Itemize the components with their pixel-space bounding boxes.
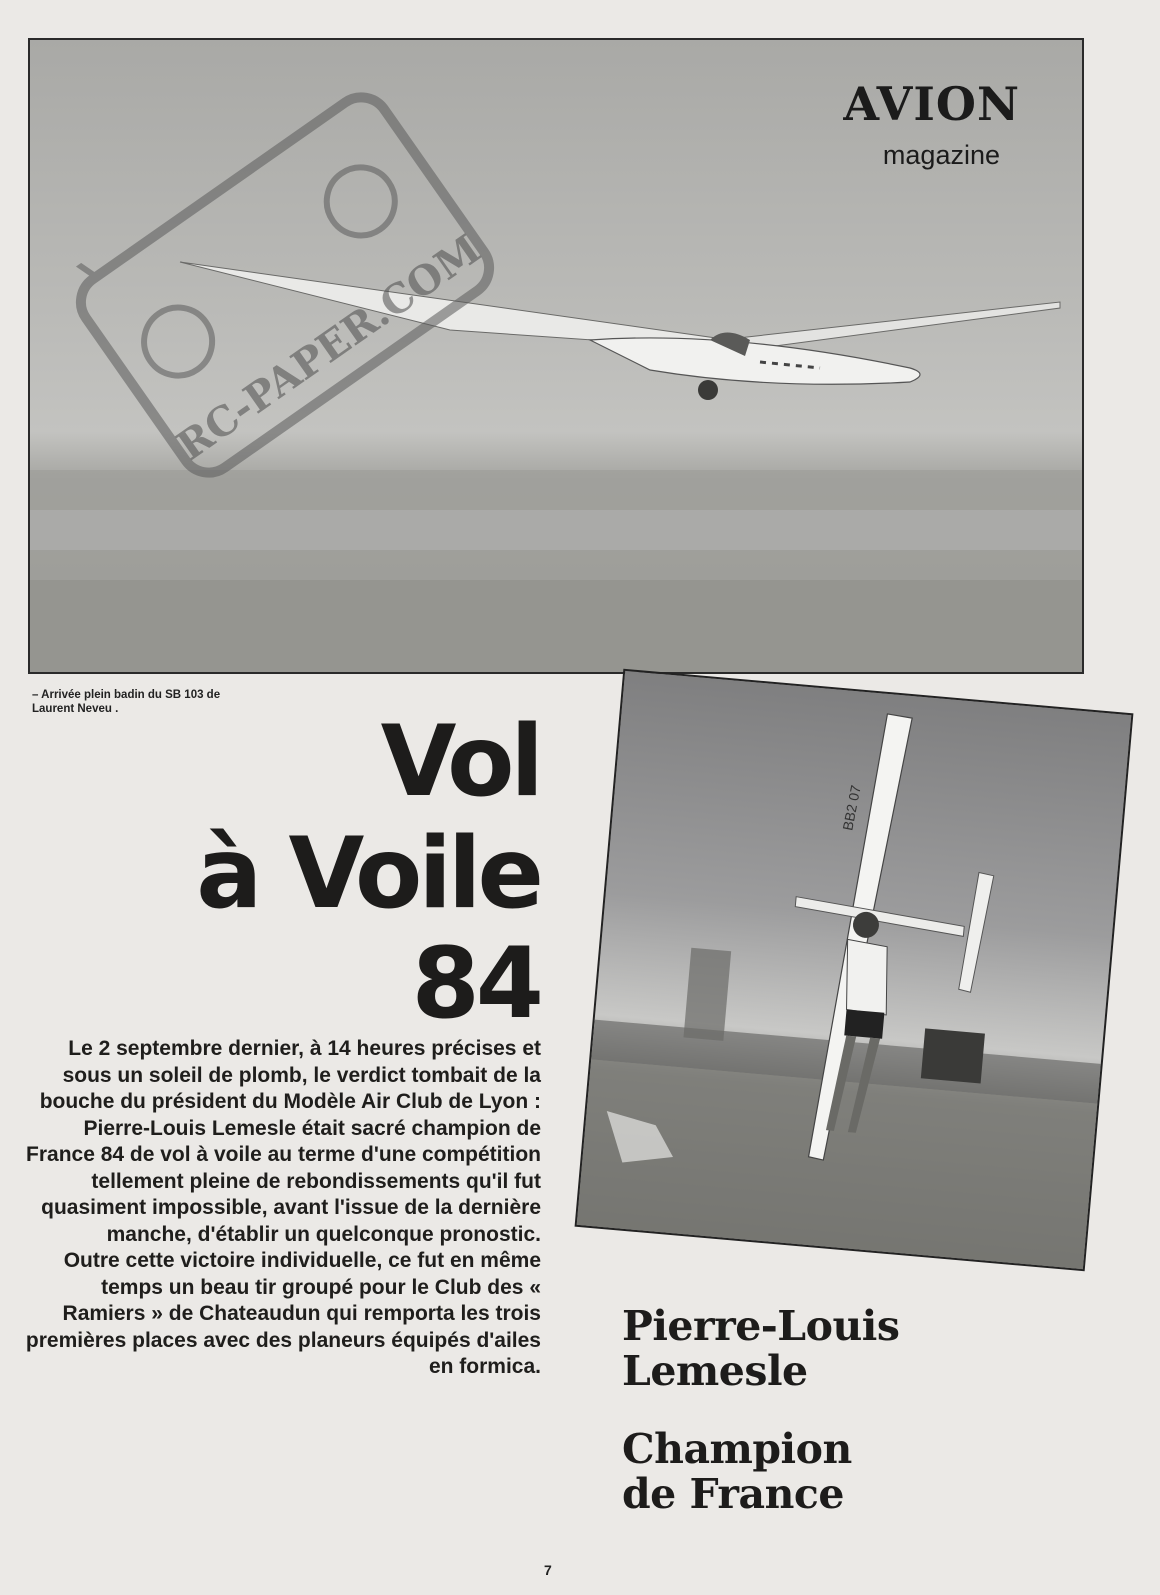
article-body bbox=[20, 1036, 541, 1381]
champion-name-line-2: Lemesle bbox=[622, 1347, 808, 1395]
champion-title-line-1: Champion bbox=[622, 1425, 852, 1473]
watermark-text: RC-PAPER.COM bbox=[168, 225, 490, 470]
photo-caption: – Arrivée plein badin du SB 103 de Laurent Neveu . bbox=[32, 689, 221, 715]
headline-line-2: à Voile bbox=[196, 817, 540, 931]
headline-line-3: 84 bbox=[411, 927, 540, 1041]
magazine-title: AVION bbox=[843, 77, 1020, 131]
glider-registration: BB2 07 bbox=[839, 783, 864, 832]
champion-title-line-2: de France bbox=[622, 1470, 844, 1518]
champion-photo-illustration bbox=[576, 671, 1133, 1271]
champion-name-line-1: Pierre-Louis bbox=[622, 1302, 900, 1350]
body-paragraph-1: Le 2 septembre dernier, à 14 heures précises et sous un soleil de plomb, le verdict tombait de la bouche du président du Modèle Air Club de Lyon : Pierre-Louis Lemesle était sacré champion de France 84 de vol à voile au terme d'une compétition tellement pleine de rebondissements qu'il fut quasiment impossible, avant l'issue de la dernière manche, d'établir un quelconque pronostic. bbox=[26, 1037, 541, 1246]
headline-line-1: Vol bbox=[380, 705, 540, 819]
champion-photo bbox=[575, 669, 1134, 1271]
magazine-subtitle: magazine bbox=[882, 140, 1000, 170]
body-paragraph-2: Outre cette victoire individuelle, ce fut en même temps un beau tir groupé pour le Club des « Ramiers » de Chateaudun qui remporta les trois premières places avec des planeurs équipés d'ailes en formica. bbox=[25, 1249, 541, 1378]
page-number: 7 bbox=[544, 1562, 552, 1578]
